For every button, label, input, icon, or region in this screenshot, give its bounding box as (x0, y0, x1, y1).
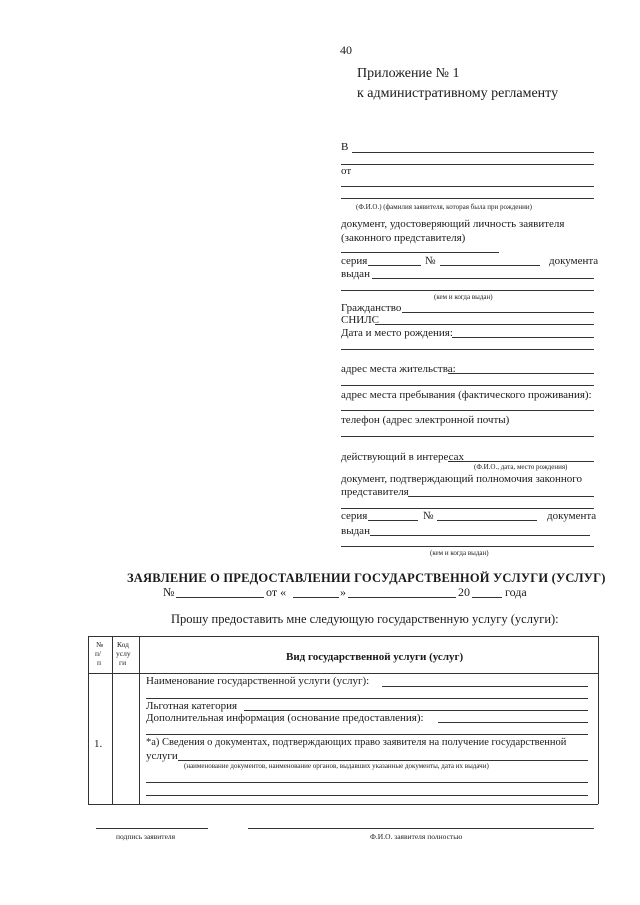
snils-label: СНИЛС (341, 314, 380, 326)
document-word-2: документа (547, 510, 597, 522)
page-number: 40 (340, 43, 352, 57)
issued-caption: (кем и когда выдан) (434, 293, 493, 301)
from-field-2[interactable] (341, 198, 594, 199)
birth-field[interactable] (452, 337, 594, 338)
to-field[interactable] (352, 152, 594, 153)
birth-label: Дата и место рождения: (341, 327, 453, 339)
citizenship-field[interactable] (402, 312, 594, 313)
legal-rep-label: (законного представителя) (341, 232, 466, 244)
fio-caption: (Ф.И.О.) (фамилия заявителя, которая была при рождении) (356, 203, 532, 211)
snils-field[interactable] (375, 324, 594, 325)
request-text: Прошу предоставить мне следующую государственную услугу (услуги): (171, 612, 559, 626)
year-suffix: года (505, 585, 527, 599)
month-field[interactable] (348, 597, 456, 598)
to-field-2[interactable] (341, 164, 594, 165)
from-field[interactable] (341, 186, 594, 187)
additional-field[interactable] (438, 722, 588, 723)
col1-header-2: п/ (95, 649, 102, 658)
rep-doc-field-2[interactable] (341, 508, 594, 509)
col2-header-3: ги (119, 658, 127, 667)
residence-field[interactable] (448, 373, 594, 374)
series-label: серия (341, 255, 368, 267)
appendix-subtitle: к административному регламенту (357, 86, 559, 101)
issued-field-2[interactable] (341, 290, 594, 291)
phone-field[interactable] (341, 436, 594, 437)
issued-label-2: выдан (341, 525, 370, 537)
identity-doc-field[interactable] (341, 252, 499, 253)
acting-label: действующий в интересах (341, 451, 465, 463)
rep-doc-label-2: представителя (341, 486, 409, 498)
application-number-field[interactable] (176, 597, 264, 598)
documents-label: *а) Сведения о документах, подтверждающих право заявителя на получение государственной (146, 737, 567, 748)
documents-caption: (наименование документов, наименование органов, выдавших указанные документы, дата их выдачи) (184, 762, 489, 770)
benefit-field[interactable] (244, 710, 588, 711)
series-label-2: серия (341, 510, 368, 522)
issued-label: выдан (341, 268, 370, 280)
identity-doc-label: документ, удостоверяющий личность заявителя (341, 218, 565, 230)
additional-label: Дополнительная информация (основание предоставления): (146, 712, 424, 724)
full-name-field[interactable] (248, 828, 594, 829)
number-sign: № (425, 255, 436, 267)
col2-header-2: услу (116, 649, 131, 658)
from-prefix: от (341, 165, 352, 177)
stay-address-label: адрес места пребывания (фактического проживания): (341, 389, 592, 401)
document-word: документа (549, 255, 599, 267)
acting-field[interactable] (448, 461, 594, 462)
documents-label-2: услуги (146, 750, 178, 762)
number-sign-2: № (423, 510, 434, 522)
additional-field-2[interactable] (146, 734, 588, 735)
birth-field-2[interactable] (341, 349, 594, 350)
to-prefix: В (341, 141, 349, 153)
documents-field[interactable] (178, 760, 588, 761)
number-field-2[interactable] (437, 520, 537, 521)
year-prefix: 20 (458, 585, 470, 599)
issued-field[interactable] (372, 278, 594, 279)
col1-header-1: № (96, 640, 104, 649)
documents-field-2[interactable] (146, 782, 588, 783)
issued-field-3[interactable] (370, 535, 590, 536)
col1-header-3: п (97, 658, 102, 667)
col3-header: Вид государственной услуги (услуг) (286, 651, 464, 663)
service-name-field-2[interactable] (146, 698, 588, 699)
rep-doc-field[interactable] (408, 496, 594, 497)
date-close-quote: » (340, 585, 346, 599)
issued-field-4[interactable] (341, 546, 594, 547)
day-field[interactable] (293, 597, 339, 598)
full-name-caption: Ф.И.О. заявителя полностью (370, 832, 463, 841)
application-title: ЗАЯВЛЕНИЕ О ПРЕДОСТАВЛЕНИИ ГОСУДАРСТВЕННОЙ УСЛУГИ (УСЛУГ) (127, 571, 606, 585)
issued-caption-2: (кем и когда выдан) (430, 549, 489, 557)
service-name-field[interactable] (382, 686, 588, 687)
year-field[interactable] (472, 597, 502, 598)
row-number: 1. (94, 738, 103, 750)
date-open: от « (266, 585, 287, 599)
documents-field-3[interactable] (146, 795, 588, 796)
phone-label: телефон (адрес электронной почты) (341, 414, 510, 426)
series-field-2[interactable] (368, 520, 418, 521)
num-prefix: № (163, 585, 175, 599)
rep-doc-label: документ, подтверждающий полномочия законного (341, 473, 582, 485)
signature-caption: подпись заявителя (116, 832, 176, 841)
residence-label: адрес места жительства: (341, 363, 456, 375)
acting-caption: (Ф.И.О., дата, место рождения) (474, 463, 568, 471)
residence-field-2[interactable] (341, 385, 594, 386)
benefit-label: Льготная категория (146, 700, 238, 712)
signature-field[interactable] (96, 828, 208, 829)
number-field[interactable] (440, 265, 540, 266)
stay-address-field[interactable] (341, 410, 594, 411)
series-field[interactable] (368, 265, 421, 266)
citizenship-label: Гражданство (341, 302, 402, 314)
col2-header-1: Код (117, 640, 129, 649)
service-name-label: Наименование государственной услуги (услуг): (146, 675, 370, 687)
appendix-title: Приложение № 1 (357, 66, 460, 81)
